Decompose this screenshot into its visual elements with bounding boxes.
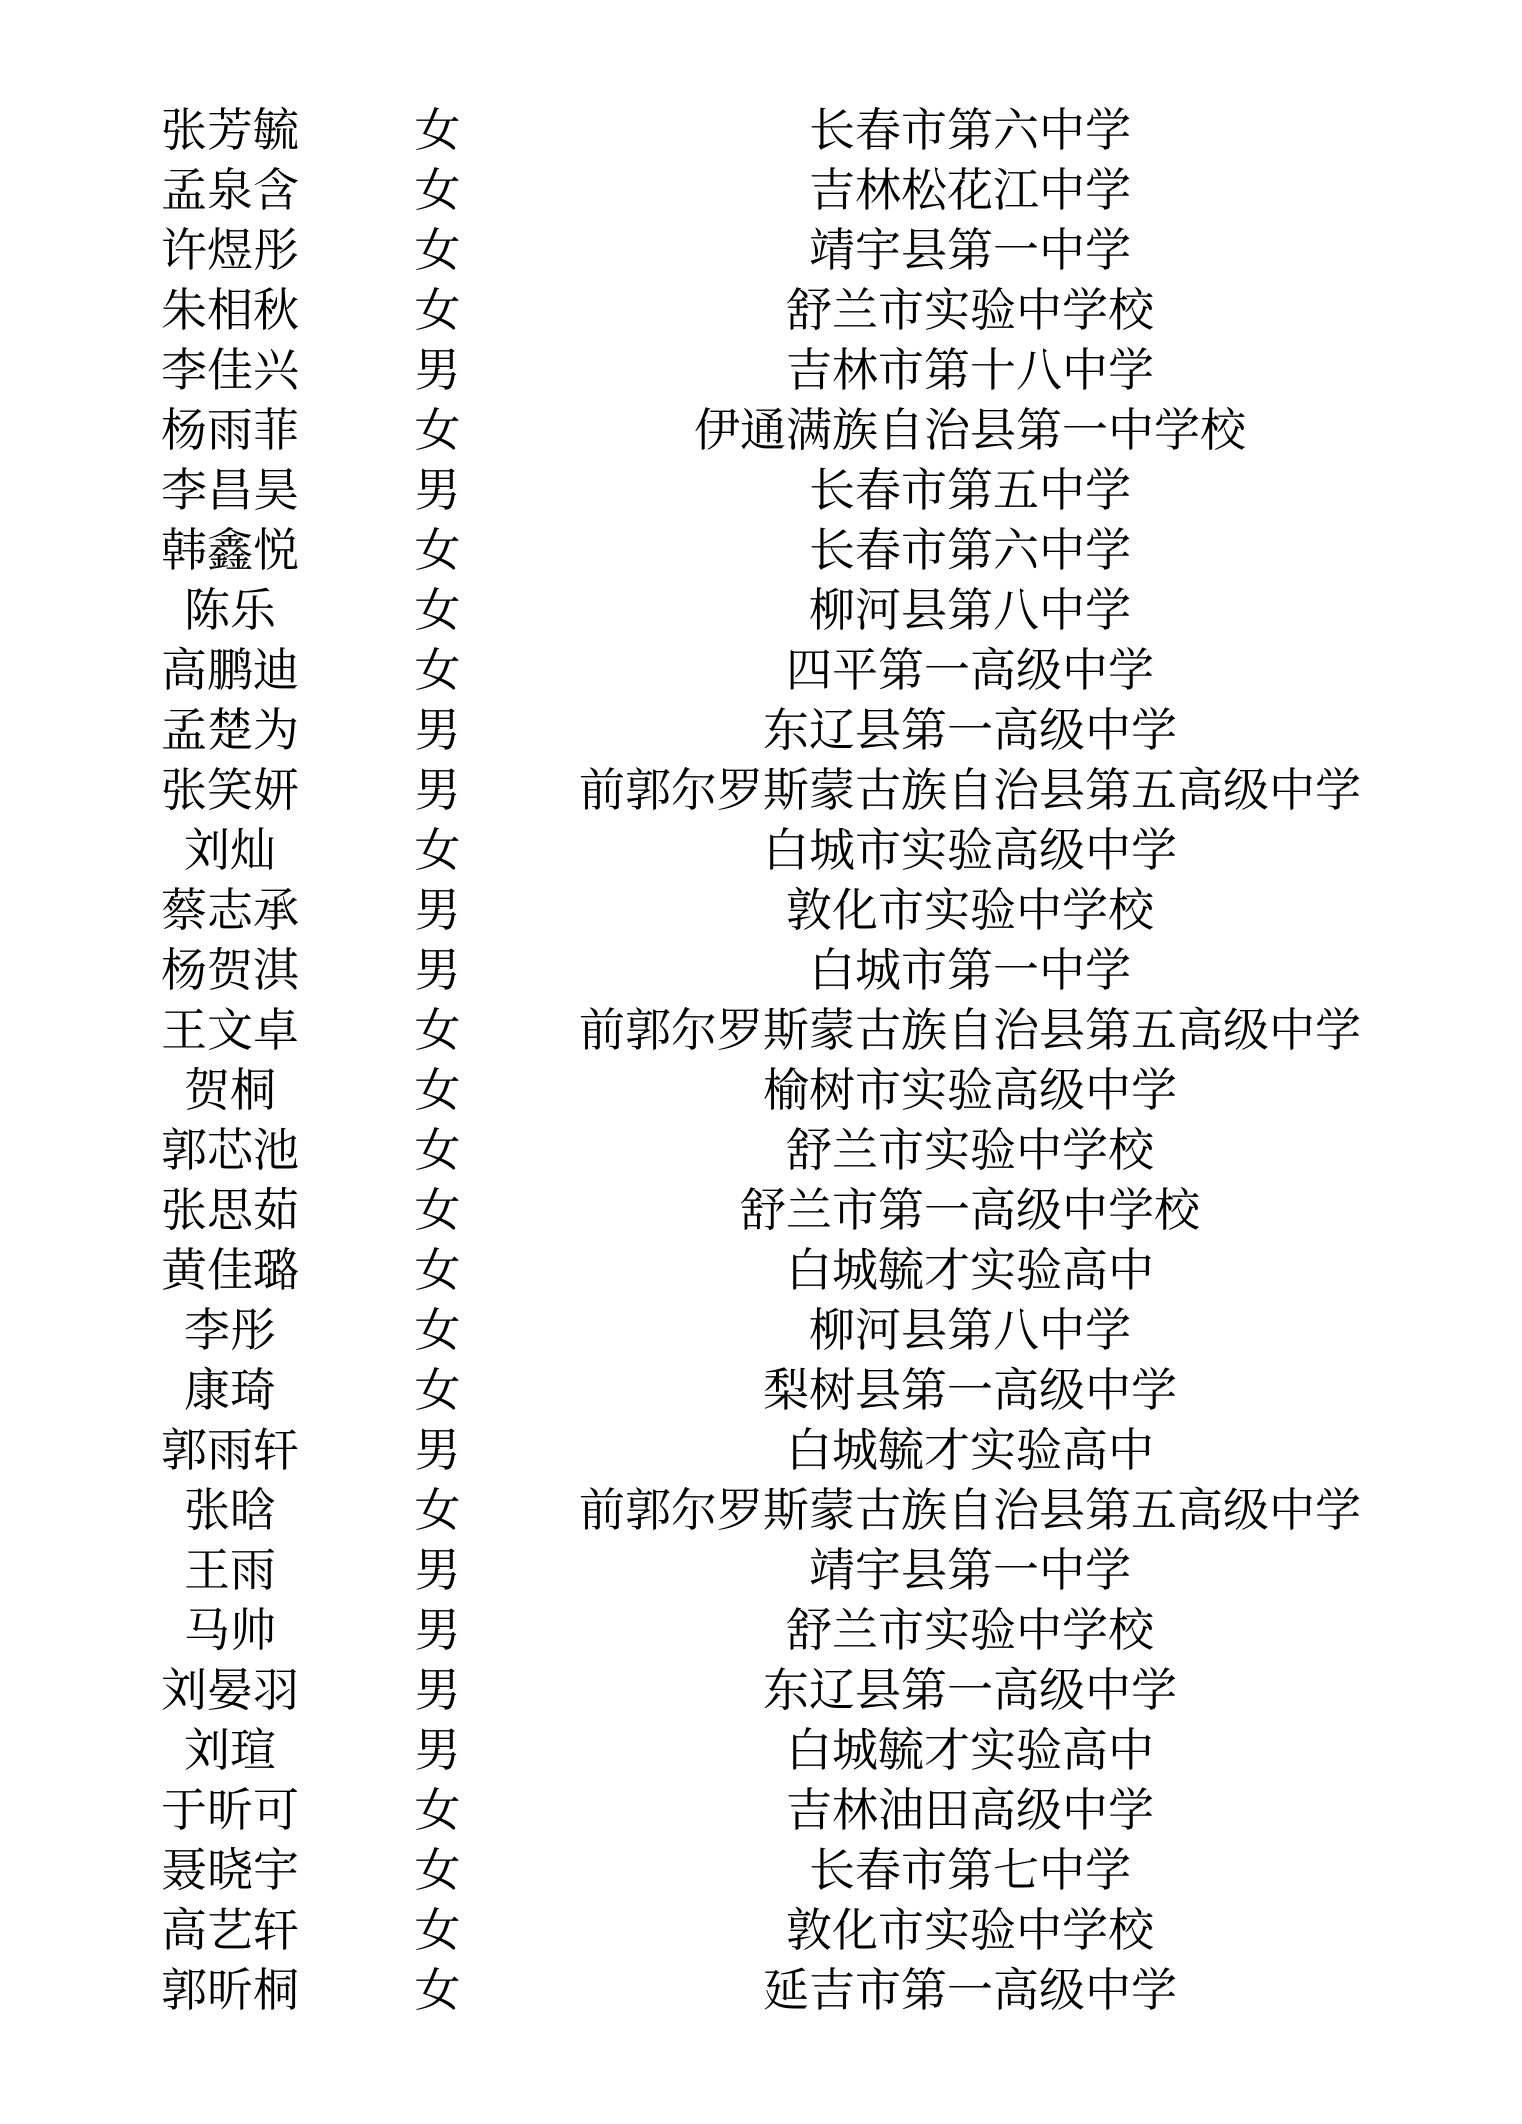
student-gender: 女 (414, 1183, 461, 1237)
student-name: 张思茹 (161, 1183, 299, 1237)
list-row (0, 1300, 1522, 1360)
list-row (0, 280, 1522, 340)
list-row (0, 1960, 1522, 2020)
list-row (0, 640, 1522, 700)
student-school: 吉林市第十八中学 (786, 343, 1154, 397)
student-gender: 女 (414, 163, 461, 217)
student-gender: 女 (414, 1903, 461, 1957)
list-row (0, 520, 1522, 580)
list-row (0, 940, 1522, 1000)
student-gender: 男 (414, 1423, 461, 1477)
student-school: 敦化市实验中学校 (786, 1903, 1154, 1957)
list-row (0, 1360, 1522, 1420)
student-name: 朱相秋 (161, 283, 299, 337)
list-row (0, 1480, 1522, 1540)
student-gender: 女 (414, 1243, 461, 1297)
student-name: 马帅 (184, 1603, 276, 1657)
student-name: 孟楚为 (161, 703, 299, 757)
student-school: 前郭尔罗斯蒙古族自治县第五高级中学 (579, 1483, 1361, 1537)
student-gender: 女 (414, 1963, 461, 2017)
student-gender: 男 (414, 463, 461, 517)
student-school: 靖宇县第一中学 (809, 223, 1131, 277)
list-row (0, 1780, 1522, 1840)
student-gender: 男 (414, 1543, 461, 1597)
student-name: 高鹏迪 (161, 643, 299, 697)
student-name: 郭昕桐 (161, 1963, 299, 2017)
student-school: 吉林松花江中学 (809, 163, 1131, 217)
student-school: 舒兰市第一高级中学校 (740, 1183, 1200, 1237)
student-name: 韩鑫悦 (161, 523, 299, 577)
list-row (0, 1060, 1522, 1120)
student-gender: 女 (414, 823, 461, 877)
student-name: 刘灿 (184, 823, 276, 877)
student-school: 敦化市实验中学校 (786, 883, 1154, 937)
student-name: 陈乐 (184, 583, 276, 637)
student-gender: 女 (414, 1123, 461, 1177)
student-school: 白城毓才实验高中 (786, 1723, 1154, 1777)
list-row (0, 580, 1522, 640)
student-school: 白城毓才实验高中 (786, 1423, 1154, 1477)
student-gender: 女 (414, 1783, 461, 1837)
list-row (0, 880, 1522, 940)
student-list (0, 100, 1522, 2020)
student-name: 李佳兴 (161, 343, 299, 397)
list-row (0, 1120, 1522, 1180)
student-school: 东辽县第一高级中学 (763, 1663, 1177, 1717)
student-name: 刘晏羽 (161, 1663, 299, 1717)
list-row (0, 1240, 1522, 1300)
student-name: 黄佳璐 (161, 1243, 299, 1297)
student-gender: 女 (414, 103, 461, 157)
student-name: 康琦 (184, 1363, 276, 1417)
list-row (0, 1420, 1522, 1480)
list-row (0, 220, 1522, 280)
student-school: 舒兰市实验中学校 (786, 283, 1154, 337)
list-row (0, 1180, 1522, 1240)
student-name: 郭雨轩 (161, 1423, 299, 1477)
student-school: 长春市第六中学 (809, 523, 1131, 577)
student-school: 舒兰市实验中学校 (786, 1123, 1154, 1177)
student-school: 梨树县第一高级中学 (763, 1363, 1177, 1417)
student-gender: 女 (414, 643, 461, 697)
student-name: 张晗 (184, 1483, 276, 1537)
student-school: 柳河县第八中学 (809, 583, 1131, 637)
list-row (0, 1720, 1522, 1780)
student-name: 王文卓 (161, 1003, 299, 1057)
student-school: 四平第一高级中学 (786, 643, 1154, 697)
student-name: 贺桐 (184, 1063, 276, 1117)
student-gender: 女 (414, 283, 461, 337)
list-row (0, 820, 1522, 880)
student-gender: 女 (414, 1843, 461, 1897)
list-row (0, 340, 1522, 400)
student-name: 许煜彤 (161, 223, 299, 277)
student-gender: 男 (414, 343, 461, 397)
student-school: 舒兰市实验中学校 (786, 1603, 1154, 1657)
student-name: 李昌昊 (161, 463, 299, 517)
student-name: 刘瑄 (184, 1723, 276, 1777)
student-name: 张笑妍 (161, 763, 299, 817)
student-gender: 女 (414, 223, 461, 277)
student-name: 于昕可 (161, 1783, 299, 1837)
list-row (0, 1540, 1522, 1600)
student-gender: 女 (414, 403, 461, 457)
student-school: 吉林油田高级中学 (786, 1783, 1154, 1837)
list-row (0, 460, 1522, 520)
student-gender: 男 (414, 1723, 461, 1777)
list-row (0, 700, 1522, 760)
student-school: 前郭尔罗斯蒙古族自治县第五高级中学 (579, 1003, 1361, 1057)
student-name: 聂晓宇 (161, 1843, 299, 1897)
list-row (0, 1660, 1522, 1720)
list-row (0, 760, 1522, 820)
list-row (0, 160, 1522, 220)
student-name: 郭芯池 (161, 1123, 299, 1177)
student-gender: 男 (414, 1663, 461, 1717)
student-gender: 女 (414, 583, 461, 637)
student-gender: 男 (414, 943, 461, 997)
student-school: 长春市第六中学 (809, 103, 1131, 157)
student-school: 白城毓才实验高中 (786, 1243, 1154, 1297)
student-name: 蔡志承 (161, 883, 299, 937)
student-name: 孟泉含 (161, 163, 299, 217)
student-school: 长春市第七中学 (809, 1843, 1131, 1897)
student-gender: 女 (414, 1363, 461, 1417)
student-school: 伊通满族自治县第一中学校 (694, 403, 1246, 457)
student-gender: 女 (414, 523, 461, 577)
list-row (0, 1000, 1522, 1060)
student-gender: 女 (414, 1003, 461, 1057)
student-gender: 男 (414, 1603, 461, 1657)
student-gender: 女 (414, 1483, 461, 1537)
student-gender: 男 (414, 763, 461, 817)
list-row (0, 400, 1522, 460)
list-row (0, 1840, 1522, 1900)
student-name: 杨雨菲 (161, 403, 299, 457)
student-school: 榆树市实验高级中学 (763, 1063, 1177, 1117)
student-gender: 男 (414, 703, 461, 757)
student-name: 杨贺淇 (161, 943, 299, 997)
list-row (0, 1900, 1522, 1960)
student-gender: 男 (414, 883, 461, 937)
student-name: 王雨 (184, 1543, 276, 1597)
list-row (0, 100, 1522, 160)
student-gender: 女 (414, 1063, 461, 1117)
student-school: 白城市实验高级中学 (763, 823, 1177, 877)
student-name: 李彤 (184, 1303, 276, 1357)
student-school: 前郭尔罗斯蒙古族自治县第五高级中学 (579, 763, 1361, 817)
student-school: 靖宇县第一中学 (809, 1543, 1131, 1597)
student-school: 东辽县第一高级中学 (763, 703, 1177, 757)
student-gender: 女 (414, 1303, 461, 1357)
student-school: 白城市第一中学 (809, 943, 1131, 997)
student-school: 长春市第五中学 (809, 463, 1131, 517)
student-name: 张芳毓 (161, 103, 299, 157)
list-row (0, 1600, 1522, 1660)
student-school: 柳河县第八中学 (809, 1303, 1131, 1357)
student-name: 高艺轩 (161, 1903, 299, 1957)
student-school: 延吉市第一高级中学 (763, 1963, 1177, 2017)
